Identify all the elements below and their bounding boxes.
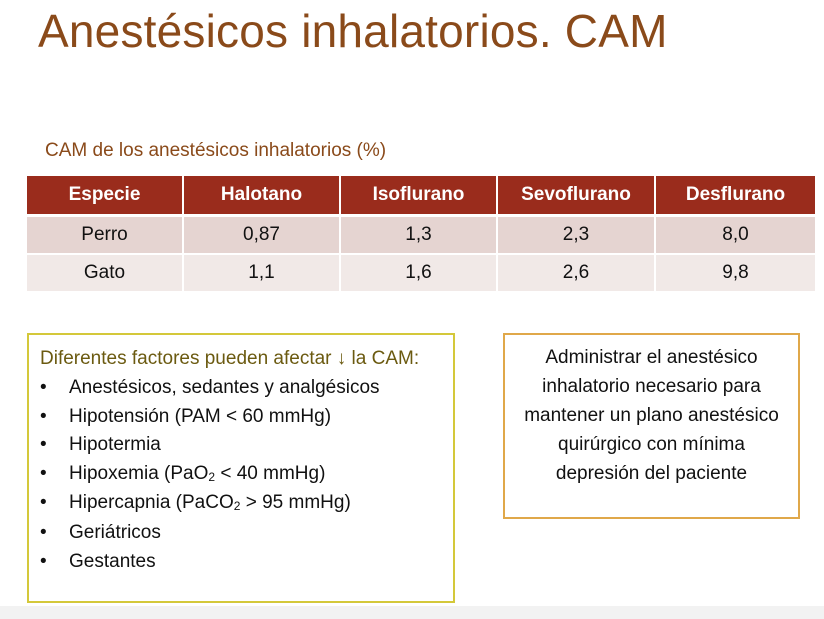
slide-title: Anestésicos inhalatorios. CAM: [38, 5, 668, 57]
bullet-icon: •: [40, 521, 47, 543]
list-item: [40, 519, 443, 548]
header-sevoflurano: Sevoflurano: [497, 176, 655, 216]
note-text: Administrar el anestésico inhalatorio necesario para mantener un plano anestésico quirúrgico con mínima depresión del paciente: [524, 347, 779, 484]
list-item: [40, 403, 443, 432]
cell-value: 1,1: [183, 254, 340, 292]
cell-value: 9,8: [655, 254, 815, 292]
factor-text: [69, 489, 351, 519]
subscript: 2: [208, 469, 216, 484]
subscript: 2: [233, 499, 241, 514]
cam-table: [27, 176, 815, 293]
list-item: [40, 460, 443, 490]
header-halotano: Halotano: [183, 176, 340, 216]
factors-list: [40, 374, 443, 576]
factor-text-part: Hipercapnia (PaCO: [69, 492, 234, 514]
factor-text: [69, 460, 325, 490]
cell-value: 2,6: [497, 254, 655, 292]
list-item: [40, 374, 443, 403]
factor-text: Gestantes: [69, 550, 156, 572]
factor-text: Hipotensión (PAM < 60 mmHg): [69, 405, 332, 427]
bullet-icon: •: [40, 550, 47, 572]
bullet-icon: •: [40, 434, 47, 456]
cell-value: 1,3: [340, 216, 497, 255]
table-header-row: [27, 176, 815, 216]
table-caption: CAM de los anestésicos inhalatorios (%): [45, 140, 387, 161]
cell-value: 0,87: [183, 216, 340, 255]
cell-value: 1,6: [340, 254, 497, 292]
bullet-icon: •: [40, 462, 47, 484]
factors-box: [27, 333, 455, 603]
cell-value: 8,0: [655, 216, 815, 255]
bullet-icon: •: [40, 492, 47, 514]
bullet-icon: •: [40, 405, 47, 427]
factor-text: Hipotermia: [69, 434, 161, 456]
list-item: [40, 489, 443, 519]
list-item: [40, 548, 443, 577]
cell-species: Gato: [27, 254, 183, 292]
cell-value: 2,3: [497, 216, 655, 255]
factors-lead: Diferentes factores pueden afectar ↓ la CAM:: [40, 348, 420, 369]
bottom-band: [0, 606, 824, 619]
bullet-icon: •: [40, 377, 47, 398]
header-especie: Especie: [27, 176, 183, 216]
factor-text-part: Hipoxemia (PaO: [69, 462, 209, 484]
factor-text-part: > 95 mmHg): [240, 492, 351, 514]
table-row: [27, 254, 815, 292]
factor-text: Geriátricos: [69, 521, 161, 543]
factor-text-part: < 40 mmHg): [215, 462, 326, 484]
list-item: [40, 431, 443, 460]
cell-species: Perro: [27, 216, 183, 255]
header-isoflurano: Isoflurano: [340, 176, 497, 216]
factor-text: Anestésicos, sedantes y analgésicos: [69, 377, 380, 398]
header-desflurano: Desflurano: [655, 176, 815, 216]
table-row: [27, 216, 815, 255]
note-box: [503, 333, 800, 519]
